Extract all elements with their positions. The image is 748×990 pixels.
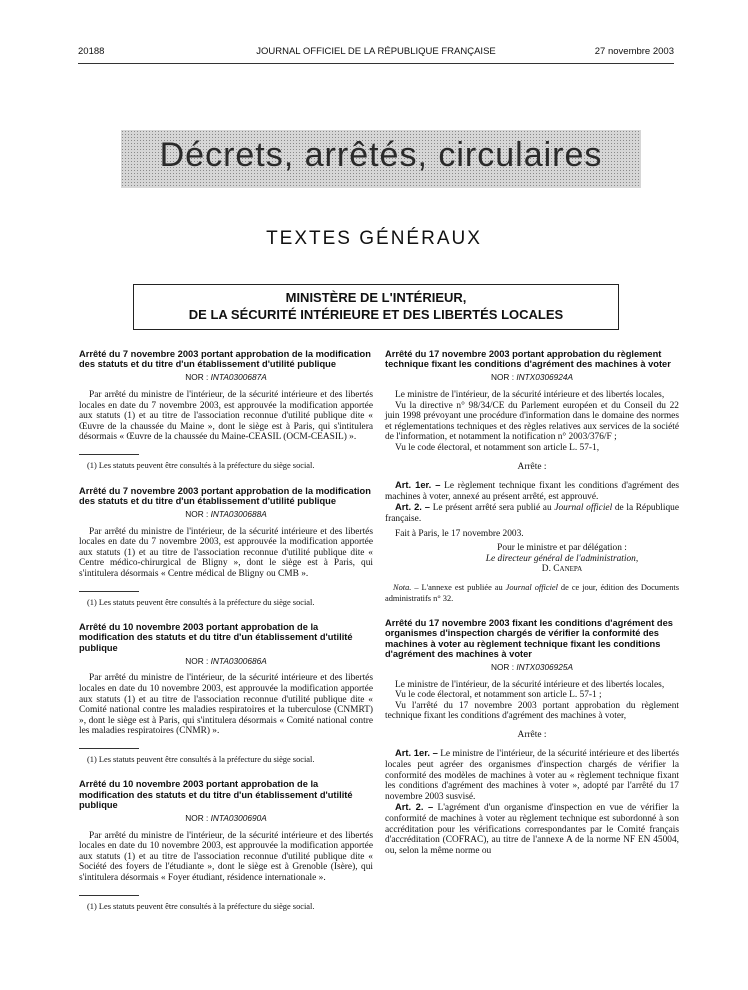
article-body: Par arrêté du ministre de l'intérieur, de la sécurité intérieure et des libertés locales en date du 10 novembre 2003, est approuvée la modification apportée aux statuts (1) et au titre de l'association reconnue d'utilité publique dite « Comité national contre les maladies respiratoires et la tuberculose (CNMRT) », dont le siège est à Paris, qui s'intitulera désormais « Comité national contre les maladies respiratoires (CNMR) ».	[79, 673, 373, 737]
spacer	[385, 454, 679, 462]
visa-paragraph: Vu le code électoral, et notamment son article L. 57-1 ;	[395, 690, 602, 701]
article-two	[385, 502, 679, 524]
article-label: Art. 2. –	[395, 501, 431, 513]
journal-title: JOURNAL OFFICIEL DE LA RÉPUBLIQUE FRANÇAISE	[256, 46, 496, 57]
article-one	[385, 748, 679, 802]
article-label: Art. 1er. –	[395, 479, 441, 491]
article-1	[79, 349, 373, 472]
page-number: 20188	[78, 46, 105, 57]
left-column	[79, 349, 373, 926]
article-body: Par arrêté du ministre de l'intérieur, de la sécurité intérieure et des libertés locales en date du 10 novembre 2003, est approuvée la modification apportée aux statuts (1) et au titre de l'association reconnue d'utilité publique dite « Société des foyers de l'étudiante », dont le siège est à Grenoble (Isère), qui s'intitulera désormais « Foyer étudiant, résidence internationale ».	[79, 830, 373, 884]
arrete-heading: Arrête :	[517, 461, 547, 472]
signature-place-date: Fait à Paris, le 17 novembre 2003.	[395, 528, 524, 539]
journal-ref: Journal officiel	[505, 582, 558, 592]
nota	[385, 583, 679, 604]
article-6	[385, 618, 679, 856]
nor-reference	[79, 509, 373, 520]
nor-reference	[79, 656, 373, 667]
article-text: Le ministre de l'intérieur, de la sécurité intérieure et des libertés locales peut agréer des organismes d'inspection chargés de vérifier la conformité des modèles de machines à voter au « règlement technique fixant les conditions d'agrément des machines à voter », adopté par l'arrêté du 17 novembre 2003 susvisé.	[385, 749, 680, 802]
footnote: (1) Les statuts peuvent être consultés à la préfecture du siège social.	[87, 460, 315, 470]
nor-reference	[385, 372, 679, 383]
footnote: (1) Les statuts peuvent être consultés à la préfecture du siège social.	[87, 597, 315, 607]
header-rule	[78, 63, 674, 64]
article-text: L'agrément d'un organisme d'inspection en vue de vérifier la conformité de machines à voter au règlement technique est subordonné à son accréditation pour les vérifications correspondantes par le Comité français d'accréditation (COFRAC), au titre de l'annexe A de la norme NF EN 45004, ou, selon la même norme ou	[385, 803, 680, 856]
nota-text: – L'annexe est publiée au	[411, 582, 506, 592]
nor-code: INTA0300686A	[210, 655, 267, 666]
article-one	[385, 480, 679, 502]
nota-text: de ce jour, édition des Documents administratifs n° 32.	[385, 582, 679, 603]
nor-code: INTX0306924A	[516, 372, 574, 383]
page-header	[78, 46, 674, 62]
arrete-heading: Arrête :	[517, 729, 547, 740]
article-text: de la République française.	[385, 503, 680, 524]
article-3	[79, 622, 373, 765]
visa-paragraph: Le ministre de l'intérieur, de la sécurité intérieure et des libertés locales,	[395, 390, 665, 400]
visa-paragraph: Vu la directive n° 98/34/CE du Parlement européen et du Conseil du 22 juin 1998 prévoyant une procédure d'information dans le domaine des normes et réglementations techniques et des règles relatives aux services de la société de l'information, et notamment la notification n° 2003/376/F ;	[385, 400, 679, 443]
article-title: Arrêté du 7 novembre 2003 portant approbation de la modification des statuts et du titre d'un établissement d'utilité publique	[79, 485, 371, 506]
footnote-rule	[79, 454, 139, 455]
nor-label: NOR :	[490, 661, 517, 672]
nor-label: NOR :	[185, 372, 211, 383]
footnote: (1) Les statuts peuvent être consultés à la préfecture du siège social.	[87, 901, 315, 911]
visa-paragraph: Vu le code électoral, et notamment son article L. 57-1,	[395, 442, 600, 453]
banner-title: Décrets, arrêtés, circulaires	[159, 136, 603, 174]
article-title: Arrêté du 7 novembre 2003 portant approbation de la modification des statuts et du titre d'un établissement d'utilité publique	[79, 349, 371, 370]
delegation-line: Pour le ministre et par délégation :	[497, 543, 627, 554]
nor-reference	[385, 662, 679, 673]
visa-paragraph: Le ministre de l'intérieur, de la sécurité intérieure et des libertés locales,	[395, 679, 665, 690]
article-5	[385, 349, 679, 604]
nor-code: INTA0300687A	[210, 372, 267, 383]
ministry-line-2: DE LA SÉCURITÉ INTÉRIEURE ET DES LIBERTÉS LOCALES	[188, 307, 564, 322]
spacer	[385, 722, 679, 730]
ministry-box	[133, 284, 619, 330]
article-text: Le présent arrêté sera publié au	[430, 503, 555, 514]
nor-label: NOR :	[490, 372, 517, 383]
issue-date: 27 novembre 2003	[594, 46, 674, 57]
nor-reference	[79, 372, 373, 383]
visa-paragraph: Vu l'arrêté du 17 novembre 2003 portant approbation du règlement technique fixant les conditions d'agrément des machines à voter,	[385, 700, 679, 722]
article-body: Par arrêté du ministre de l'intérieur, de la sécurité intérieure et des libertés locales en date du 7 novembre 2003, est approuvée la modification apportée aux statuts (1) et au titre de l'association reconnue d'utilité publique dite « Œuvre de la chaussée du Maine », dont le siège est à Paris, qui s'intitulera désormais « Œuvre de la chaussée du Maine-CEASIL (OCM-CEASIL) ».	[79, 390, 373, 443]
journal-ref: Journal officiel	[554, 503, 613, 514]
section-title: TEXTES GÉNÉRAUX	[266, 228, 482, 249]
signatory-role: Le directeur général de l'administration,	[485, 553, 639, 564]
nor-reference	[79, 813, 373, 824]
article-title: Arrêté du 17 novembre 2003 fixant les conditions d'agrément des organismes d'inspection chargés de vérifier la conformité des machines à voter au règlement technique fixant les conditions d'agrément des machines à voter	[385, 618, 673, 659]
nor-code: INTA0300688A	[210, 508, 267, 519]
right-column	[385, 349, 679, 856]
article-two	[385, 802, 679, 856]
footnote: (1) Les statuts peuvent être consultés à la préfecture du siège social.	[87, 754, 315, 764]
article-title: Arrêté du 17 novembre 2003 portant approbation du règlement technique fixant les conditions d'agrément des machines à voter	[385, 349, 671, 370]
footnote-rule	[79, 895, 139, 896]
article-label: Art. 1er. –	[395, 747, 438, 759]
article-body: Par arrêté du ministre de l'intérieur, de la sécurité intérieure et des libertés locales en date du 7 novembre 2003, est approuvée la modification apportée aux statuts (1) et au titre de l'association reconnue d'utilité publique dite « Centre médico-chirurgical de Bligny », dont le siège est à Paris, qui s'intitulera désormais « Centre médical de Bligny ou CMB ».	[79, 526, 373, 579]
article-4	[79, 779, 373, 912]
footnote-rule	[79, 591, 139, 592]
article-label: Art. 2. –	[395, 801, 434, 813]
article-title: Arrêté du 10 novembre 2003 portant approbation de la modification des statuts et du titre d'un établissement d'utilité publique	[79, 622, 353, 653]
section-banner	[121, 130, 641, 188]
nota-label: Nota.	[393, 582, 412, 592]
nor-label: NOR :	[185, 813, 211, 824]
nor-label: NOR :	[185, 655, 211, 666]
spacer	[385, 575, 679, 583]
nor-label: NOR :	[185, 508, 211, 519]
signatory-title	[385, 554, 679, 565]
nor-code: INTX0306925A	[516, 661, 574, 672]
article-2	[79, 486, 373, 609]
ministry-line-1: MINISTÈRE DE L'INTÉRIEUR,	[285, 290, 467, 305]
footnote-rule	[79, 748, 139, 749]
signatory-name: D. Canepa	[541, 564, 583, 575]
article-text: Le règlement technique fixant les conditions d'agrément des machines à voter, annexé au présent arrêté, est approuvé.	[385, 481, 680, 502]
article-title: Arrêté du 10 novembre 2003 portant approbation de la modification des statuts et du titre d'un établissement d'utilité publique	[79, 779, 353, 810]
nor-code: INTA0300690A	[210, 813, 267, 824]
